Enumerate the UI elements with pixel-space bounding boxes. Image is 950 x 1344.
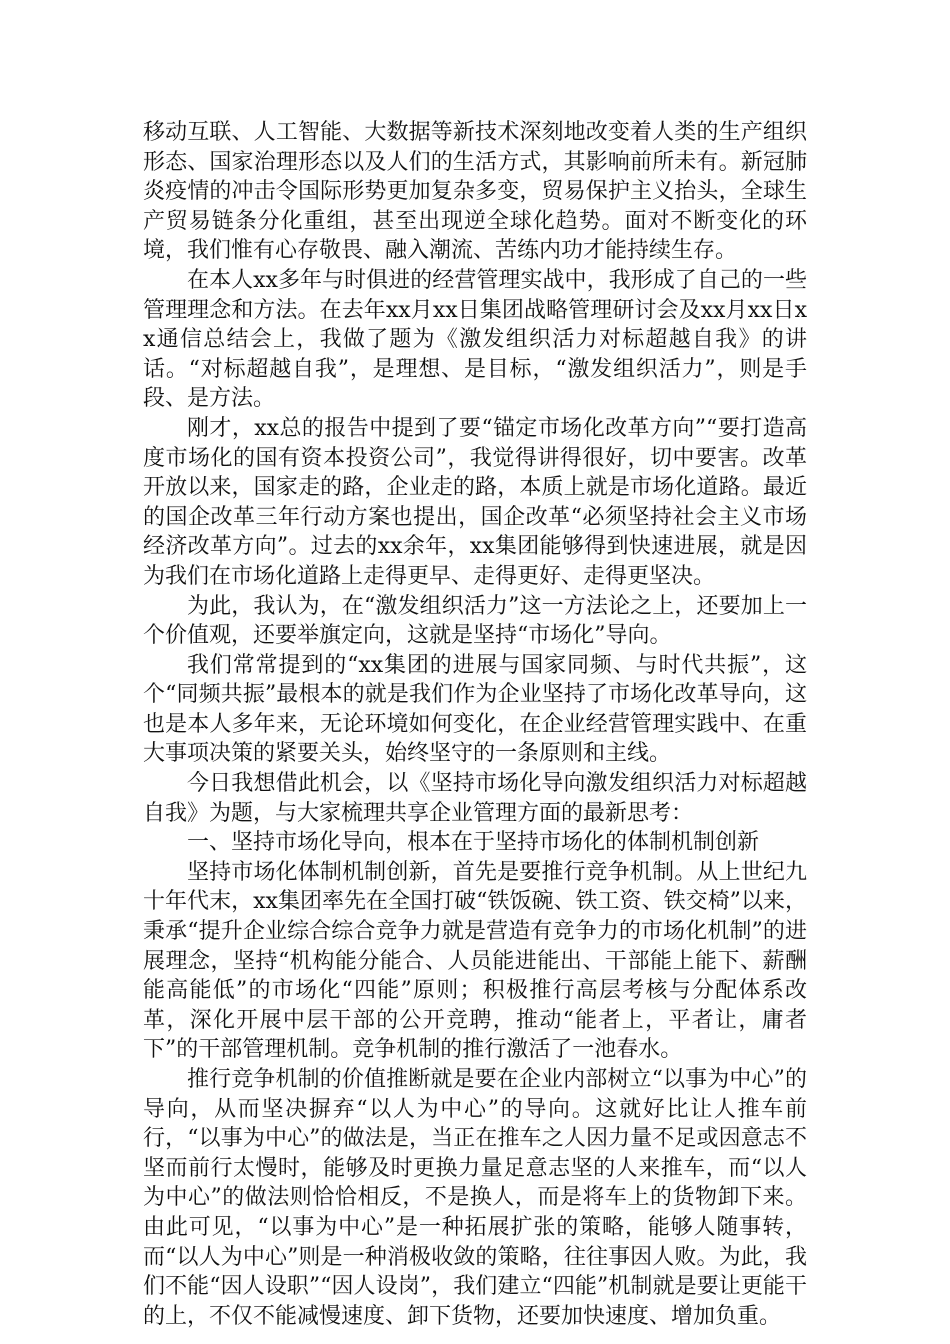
paragraph-5: 我们常常提到的“xx集团的进展与国家同频、与时代共振”，这个“同频共振”最根本的就是我们作为企业坚持了市场化改革导向，这也是本人多年来，无论环境如何变化，在企业经营管理实践中、在重大事项决策的紧要关头，始终坚守的一条原则和主线。	[143, 652, 807, 767]
document-body	[143, 118, 807, 1331]
paragraph-2: 在本人xx多年与时俱进的经营管理实战中，我形成了自己的一些管理理念和方法。在去年xx月xx日集团战略管理研讨会及xx月xx日xx通信总结会上，我做了题为《激发组织活力对标超越自我》的讲话。“对标超越自我”，是理想、是目标，“激发组织活力”，则是手段、是方法。	[143, 267, 807, 412]
paragraph-8: 推行竞争机制的价值推断就是要在企业内部树立“以事为中心”的导向，从而坚决摒弃“以人为中心”的导向。这就好比让人推车前行，“以事为中心”的做法是，当正在推车之人因力量不足或因意志不坚而前行太慢时，能够及时更换力量足意志坚的人来推车，而“以人为中心”的做法则恰恰相反，不是换人，而是将车上的货物卸下来。由此可见，“以事为中心”是一种拓展扩张的策略，能够人随事转，而“以人为中心”则是一种消极收敛的策略，往往事因人败。为此，我们不能“因人设职”“因人设岗”，我们建立“四能”机制就是要让更能干的上，不仅不能减慢速度、卸下货物，还要加快速度、增加负重。	[143, 1067, 807, 1329]
paragraph-4: 为此，我认为，在“激发组织活力”这一方法论之上，还要加上一个价值观，还要举旗定向，这就是坚持“市场化”导向。	[143, 593, 807, 649]
section-heading-1: 一、坚持市场化导向，根本在于坚持市场化的体制机制创新	[187, 830, 760, 856]
paragraph-3: 刚才，xx总的报告中提到了要“锚定市场化改革方向”“要打造高度市场化的国有资本投资公司”，我觉得讲得很好，切中要害。改革开放以来，国家走的路，企业走的路，本质上就是市场化道路。最近的国企改革三年行动方案也提出，国企改革“必须坚持社会主义市场经济改革方向”。过去的xx余年，xx集团能够得到快速进展，就是因为我们在市场化道路上走得更早、走得更好、走得更坚决。	[143, 415, 807, 589]
paragraph-6: 今日我想借此机会，以《坚持市场化导向激发组织活力对标超越自我》为题，与大家梳理共享企业管理方面的最新思考：	[143, 771, 807, 826]
paragraph-7: 坚持市场化体制机制创新，首先是要推行竞争机制。从上世纪九十年代末，xx集团率先在全国打破“铁饭碗、铁工资、铁交椅”以来，秉承“提升企业综合综合竞争力就是营造有竞争力的市场化机制”的进展理念，坚持“机构能分能合、人员能进能出、干部能上能下、薪酬能高能低”的市场化“四能”原则；积极推行高层考核与分配体系改革，深化开展中层干部的公开竞聘，推动“能者上，平者让，庸者下”的干部管理机制。竞争机制的推行激活了一池春水。	[143, 859, 807, 1063]
paragraph-1: 移动互联、人工智能、大数据等新技术深刻地改变着人类的生产组织形态、国家治理形态以及人们的生活方式，其影响前所未有。新冠肺炎疫情的冲击令国际形势更加复杂多变，贸易保护主义抬头，全球生产贸易链条分化重组，甚至出现逆全球化趋势。面对不断变化的环境，我们惟有心存敬畏、融入潮流、苦练内功才能持续生存。	[143, 120, 807, 264]
